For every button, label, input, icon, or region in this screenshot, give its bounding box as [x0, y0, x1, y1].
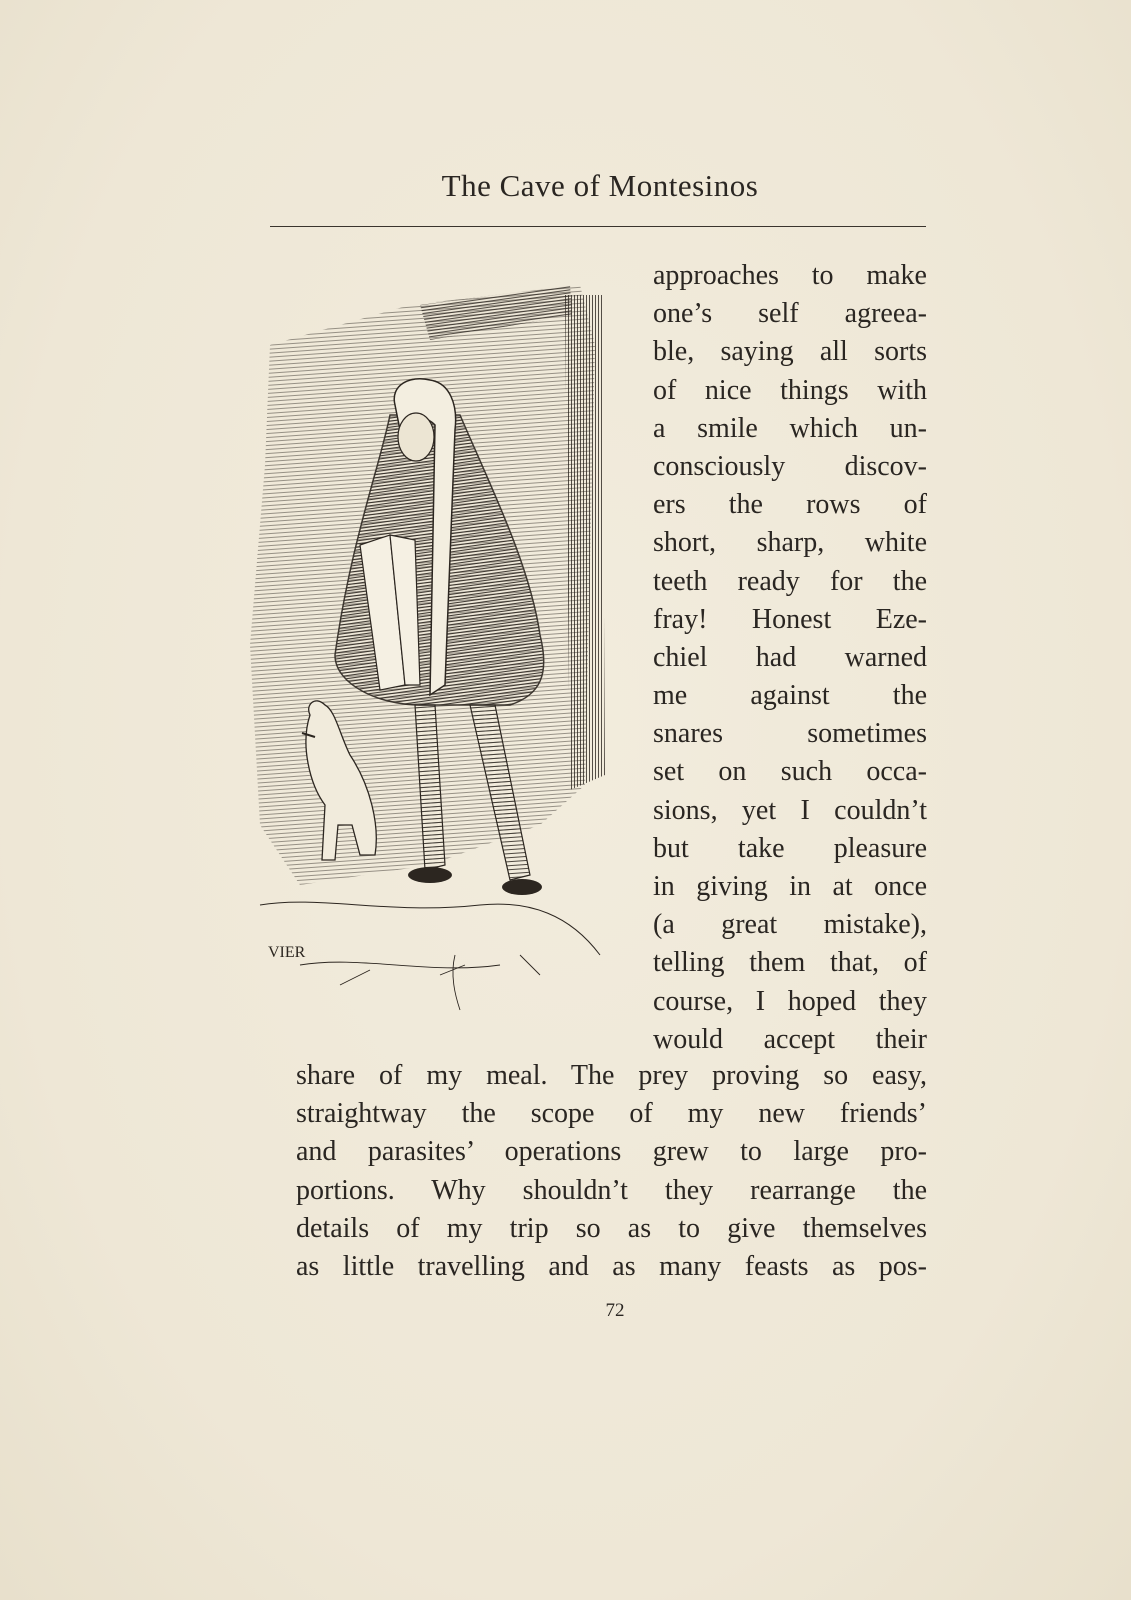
text-line: straightway the scope of my new friends’: [296, 1098, 927, 1130]
text-line: set on such occa-: [653, 756, 927, 788]
text-line: consciously discov-: [653, 450, 927, 482]
full-width-text: [296, 1057, 927, 1286]
text-line: but take pleasure: [653, 832, 927, 864]
text-line: of nice things with: [653, 374, 927, 406]
text-line: sions, yet I couldn’t: [653, 794, 927, 826]
text-line: teeth ready for the: [653, 565, 927, 597]
text-line: (a great mistake),: [653, 909, 927, 941]
text-line: as little travelling and as many feasts as pos-: [296, 1250, 927, 1282]
text-line: and parasites’ operations grew to large pro-: [296, 1136, 927, 1168]
text-line: chiel had warned: [653, 641, 927, 673]
text-line: fray! Honest Eze-: [653, 603, 927, 635]
text-line: details of my trip so as to give themselves: [296, 1212, 927, 1244]
engraving-figure-with-dog-icon: [240, 265, 620, 1035]
text-line: a smile which un-: [653, 412, 927, 444]
page-number: 72: [605, 1300, 625, 1321]
text-line: one’s self agreea-: [653, 298, 927, 330]
right-column-text: [653, 257, 927, 1059]
text-line: course, I hoped they: [653, 985, 927, 1017]
text-line: approaches to make: [653, 260, 927, 291]
header-rule: [270, 226, 926, 227]
text-line: in giving in at once: [653, 871, 927, 902]
text-line: me against the: [653, 680, 927, 712]
text-line: would accept their: [653, 1023, 927, 1055]
text-line: ers the rows of: [653, 489, 927, 521]
text-line: snares sometimes: [653, 718, 927, 750]
text-line: ble, saying all sorts: [653, 336, 927, 368]
running-head: The Cave of Montesinos: [441, 168, 759, 203]
text-line: short, sharp, white: [653, 527, 927, 559]
text-line: share of my meal. The prey proving so easy,: [296, 1060, 927, 1091]
artist-signature: VIER: [268, 944, 306, 961]
text-line: telling them that, of: [653, 947, 927, 979]
text-line: portions. Why shouldn’t they rearrange the: [296, 1174, 927, 1206]
